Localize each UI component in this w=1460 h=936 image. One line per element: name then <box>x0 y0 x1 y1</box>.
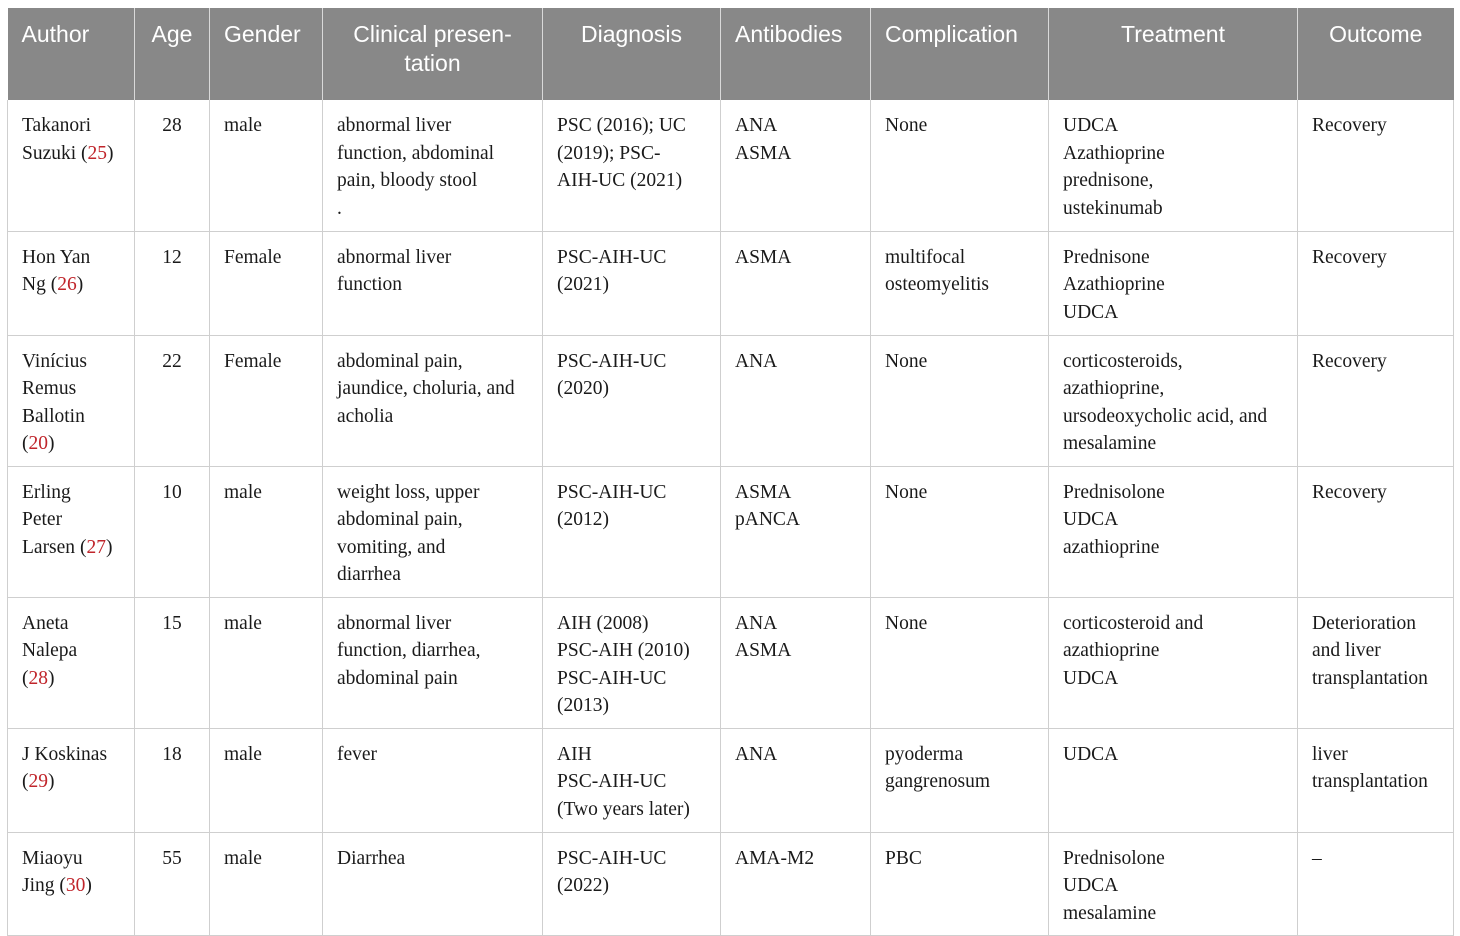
header-age: Age <box>135 8 210 100</box>
antibodies-cell <box>721 231 871 335</box>
complication-cell <box>871 728 1049 832</box>
author-name-text: Larsen <box>22 536 76 558</box>
author-line: (29) <box>22 771 55 792</box>
author-name-text: Nalepa <box>22 640 78 661</box>
clinical-line: diarrhea <box>337 564 401 585</box>
antibodies-line: ANA <box>735 743 778 765</box>
author-line: (20) <box>22 433 55 454</box>
outcome-line: Recovery <box>1312 246 1387 268</box>
antibodies-line: ASMA <box>735 142 792 164</box>
table-row <box>8 335 1454 466</box>
gender-cell: male <box>210 832 323 935</box>
author-line <box>22 244 120 272</box>
treatment-line: Prednisone <box>1063 246 1150 268</box>
complication-line: None <box>885 612 928 634</box>
outcome-cell <box>1298 231 1454 335</box>
complication-line: None <box>885 115 928 136</box>
author-name-text: Peter <box>22 509 63 530</box>
author-line <box>22 637 120 665</box>
complication-cell <box>871 597 1049 728</box>
diagnosis-line: (2022) <box>557 875 609 896</box>
author-line <box>22 845 120 873</box>
table-header <box>8 8 1454 100</box>
antibodies-cell <box>721 597 871 728</box>
clinical-cell <box>323 832 543 935</box>
antibodies-cell <box>721 100 871 231</box>
diagnosis-cell <box>543 832 721 935</box>
outcome-line: transplantation <box>1312 667 1428 689</box>
clinical-line: abdominal pain, <box>337 350 463 372</box>
author-name-text: Suzuki <box>22 142 77 164</box>
diagnosis-cell <box>543 335 721 466</box>
antibodies-cell <box>721 335 871 466</box>
diagnosis-line: (2019); PSC- <box>557 142 661 164</box>
clinical-line: function, diarrhea, <box>337 640 481 661</box>
diagnosis-line: PSC-AIH-UC <box>557 246 667 268</box>
treatment-line: Prednisolone <box>1063 481 1165 503</box>
table-row <box>8 231 1454 335</box>
clinical-line: abnormal liver <box>337 246 452 268</box>
table-row <box>8 100 1454 231</box>
gender-cell: Female <box>210 335 323 466</box>
antibodies-cell <box>721 728 871 832</box>
treatment-line: mesalamine <box>1063 433 1157 454</box>
treatment-line: mesalamine <box>1063 902 1157 924</box>
treatment-cell <box>1049 335 1298 466</box>
reference-link[interactable]: 20 <box>28 433 48 454</box>
diagnosis-cell <box>543 597 721 728</box>
outcome-line: Recovery <box>1312 481 1387 503</box>
diagnosis-line: PSC-AIH (2010) <box>557 640 690 661</box>
treatment-line: corticosteroid and <box>1063 612 1204 634</box>
author-cell <box>8 832 135 935</box>
diagnosis-line: (2020) <box>557 378 609 399</box>
gender-cell: male <box>210 100 323 231</box>
gender-cell: male <box>210 728 323 832</box>
header-clinical-presentation: Clinical presen- tation <box>323 8 543 100</box>
diagnosis-cell <box>543 466 721 597</box>
antibodies-line: ANA <box>735 350 778 372</box>
clinical-line: weight loss, upper <box>337 481 480 503</box>
diagnosis-line: PSC-AIH-UC <box>557 481 667 503</box>
clinical-cell <box>323 466 543 597</box>
gender-cell: male <box>210 597 323 728</box>
outcome-line: Recovery <box>1312 115 1387 136</box>
author-name-text: Ballotin <box>22 405 85 427</box>
table-row <box>8 832 1454 935</box>
treatment-cell <box>1049 728 1298 832</box>
reference-link[interactable]: 29 <box>28 771 48 792</box>
diagnosis-line: PSC-AIH-UC <box>557 847 667 869</box>
case-report-table <box>7 8 1454 936</box>
author-name-text: Jing <box>22 875 55 896</box>
author-line: Suzuki (25) <box>22 142 114 164</box>
clinical-line: function <box>337 274 402 295</box>
diagnosis-line: PSC (2016); UC <box>557 115 686 136</box>
antibodies-line: ASMA <box>735 481 792 503</box>
author-name-text: Ng <box>22 274 46 295</box>
author-line <box>22 375 120 403</box>
clinical-line: abdominal pain, <box>337 509 463 530</box>
age-cell: 18 <box>135 728 210 832</box>
treatment-line: Azathioprine <box>1063 274 1165 295</box>
age-cell: 55 <box>135 832 210 935</box>
treatment-line: UDCA <box>1063 509 1119 530</box>
complication-cell <box>871 100 1049 231</box>
author-line: Ng (26) <box>22 274 84 295</box>
complication-line: multifocal <box>885 246 966 268</box>
antibodies-line: ANA <box>735 115 778 136</box>
treatment-line: prednisone, <box>1063 170 1154 191</box>
author-line: Jing (30) <box>22 875 92 896</box>
age-cell: 28 <box>135 100 210 231</box>
clinical-line: abnormal liver <box>337 612 452 634</box>
author-line <box>22 112 120 140</box>
diagnosis-line: PSC-AIH-UC <box>557 350 667 372</box>
author-cell <box>8 100 135 231</box>
diagnosis-line: PSC-AIH-UC <box>557 771 667 792</box>
header-outcome: Outcome <box>1298 8 1454 100</box>
author-cell <box>8 728 135 832</box>
complication-cell <box>871 466 1049 597</box>
author-name-text: Remus <box>22 378 77 399</box>
antibodies-line: AMA-M2 <box>735 847 815 869</box>
author-name-text: Vinícius <box>22 350 87 372</box>
header-treatment: Treatment <box>1049 8 1298 100</box>
complication-cell <box>871 231 1049 335</box>
treatment-cell <box>1049 597 1298 728</box>
treatment-cell <box>1049 231 1298 335</box>
author-line <box>22 610 120 638</box>
diagnosis-cell <box>543 728 721 832</box>
clinical-line: . <box>337 197 342 219</box>
clinical-line: pain, bloody stool <box>337 170 478 191</box>
author-line <box>22 506 120 534</box>
table-row <box>8 597 1454 728</box>
outcome-line: liver <box>1312 743 1348 765</box>
outcome-cell <box>1298 335 1454 466</box>
outcome-line: Recovery <box>1312 350 1387 372</box>
treatment-line: UDCA <box>1063 667 1119 689</box>
author-name-text: J Koskinas <box>22 743 108 765</box>
outcome-line: Deterioration <box>1312 612 1416 634</box>
treatment-cell <box>1049 466 1298 597</box>
treatment-line: corticosteroids, <box>1063 350 1183 372</box>
table-row <box>8 466 1454 597</box>
reference-link[interactable]: 26 <box>57 274 77 295</box>
outcome-cell <box>1298 728 1454 832</box>
clinical-line: abnormal liver <box>337 115 452 136</box>
diagnosis-line: AIH <box>557 743 592 765</box>
treatment-line: Azathioprine <box>1063 142 1165 164</box>
treatment-line: azathioprine, <box>1063 378 1165 399</box>
clinical-line: jaundice, choluria, and <box>337 378 515 399</box>
clinical-cell <box>323 335 543 466</box>
gender-cell: male <box>210 466 323 597</box>
clinical-cell <box>323 728 543 832</box>
antibodies-cell <box>721 466 871 597</box>
diagnosis-line: (2013) <box>557 695 609 716</box>
author-cell <box>8 231 135 335</box>
complication-cell <box>871 335 1049 466</box>
author-line <box>22 479 120 507</box>
diagnosis-line: AIH (2008) <box>557 612 649 634</box>
header-gender: Gender <box>210 8 323 100</box>
header-antibodies: Antibodies <box>721 8 871 100</box>
clinical-line: function, abdominal <box>337 142 495 164</box>
diagnosis-line: AIH-UC (2021) <box>557 170 683 191</box>
treatment-line: azathioprine <box>1063 640 1160 661</box>
complication-line: pyoderma <box>885 743 963 765</box>
author-cell <box>8 335 135 466</box>
antibodies-line: ASMA <box>735 246 792 268</box>
treatment-line: azathioprine <box>1063 536 1160 558</box>
clinical-line: fever <box>337 743 378 765</box>
author-name-text: Erling <box>22 481 71 503</box>
treatment-line: UDCA <box>1063 301 1119 323</box>
author-line <box>22 403 120 431</box>
diagnosis-line: PSC-AIH-UC <box>557 667 667 689</box>
antibodies-cell <box>721 832 871 935</box>
treatment-line: ursodeoxycholic acid, and <box>1063 405 1268 427</box>
treatment-cell <box>1049 100 1298 231</box>
author-line <box>22 348 120 376</box>
treatment-line: UDCA <box>1063 875 1119 896</box>
diagnosis-cell <box>543 231 721 335</box>
treatment-line: Prednisolone <box>1063 847 1165 869</box>
outcome-line: – <box>1312 847 1322 869</box>
author-line: (28) <box>22 667 55 689</box>
diagnosis-line: (2021) <box>557 274 609 295</box>
outcome-cell <box>1298 597 1454 728</box>
clinical-line: vomiting, and <box>337 536 446 558</box>
complication-cell <box>871 832 1049 935</box>
outcome-cell <box>1298 466 1454 597</box>
clinical-cell <box>323 597 543 728</box>
outcome-cell <box>1298 832 1454 935</box>
author-name-text: Hon Yan <box>22 246 91 268</box>
antibodies-line: ANA <box>735 612 778 634</box>
diagnosis-line: (2012) <box>557 509 609 530</box>
age-cell: 12 <box>135 231 210 335</box>
complication-line: osteomyelitis <box>885 274 989 295</box>
complication-line: PBC <box>885 847 922 869</box>
clinical-cell <box>323 100 543 231</box>
diagnosis-line: (Two years later) <box>557 798 690 820</box>
table-body <box>8 100 1454 935</box>
author-line: Larsen (27) <box>22 536 113 558</box>
author-name-text: Miaoyu <box>22 847 83 869</box>
table-row <box>8 728 1454 832</box>
reference-link[interactable]: 30 <box>65 875 86 896</box>
author-cell <box>8 466 135 597</box>
treatment-line: ustekinumab <box>1063 197 1163 219</box>
complication-line: None <box>885 350 928 372</box>
header-author: Author <box>8 8 135 100</box>
author-name-text: Aneta <box>22 612 69 634</box>
treatment-line: UDCA <box>1063 115 1119 136</box>
header-complication: Complication <box>871 8 1049 100</box>
clinical-line: acholia <box>337 405 394 427</box>
header-row <box>8 8 1454 100</box>
age-cell: 22 <box>135 335 210 466</box>
diagnosis-cell <box>543 100 721 231</box>
outcome-cell <box>1298 100 1454 231</box>
outcome-line: transplantation <box>1312 771 1428 792</box>
clinical-line: Diarrhea <box>337 847 406 869</box>
age-cell: 10 <box>135 466 210 597</box>
treatment-line: UDCA <box>1063 743 1119 765</box>
outcome-line: and liver <box>1312 640 1381 661</box>
complication-line: None <box>885 481 928 503</box>
treatment-cell <box>1049 832 1298 935</box>
age-cell: 15 <box>135 597 210 728</box>
antibodies-line: pANCA <box>735 509 801 530</box>
author-cell <box>8 597 135 728</box>
clinical-cell <box>323 231 543 335</box>
complication-line: gangrenosum <box>885 771 991 792</box>
reference-link[interactable]: 25 <box>87 142 108 164</box>
reference-link[interactable]: 28 <box>28 667 48 689</box>
gender-cell: Female <box>210 231 323 335</box>
header-diagnosis: Diagnosis <box>543 8 721 100</box>
author-line <box>22 741 120 769</box>
antibodies-line: ASMA <box>735 640 792 661</box>
clinical-line: abdominal pain <box>337 667 458 689</box>
author-name-text: Takanori <box>22 115 92 136</box>
reference-link[interactable]: 27 <box>86 536 106 558</box>
